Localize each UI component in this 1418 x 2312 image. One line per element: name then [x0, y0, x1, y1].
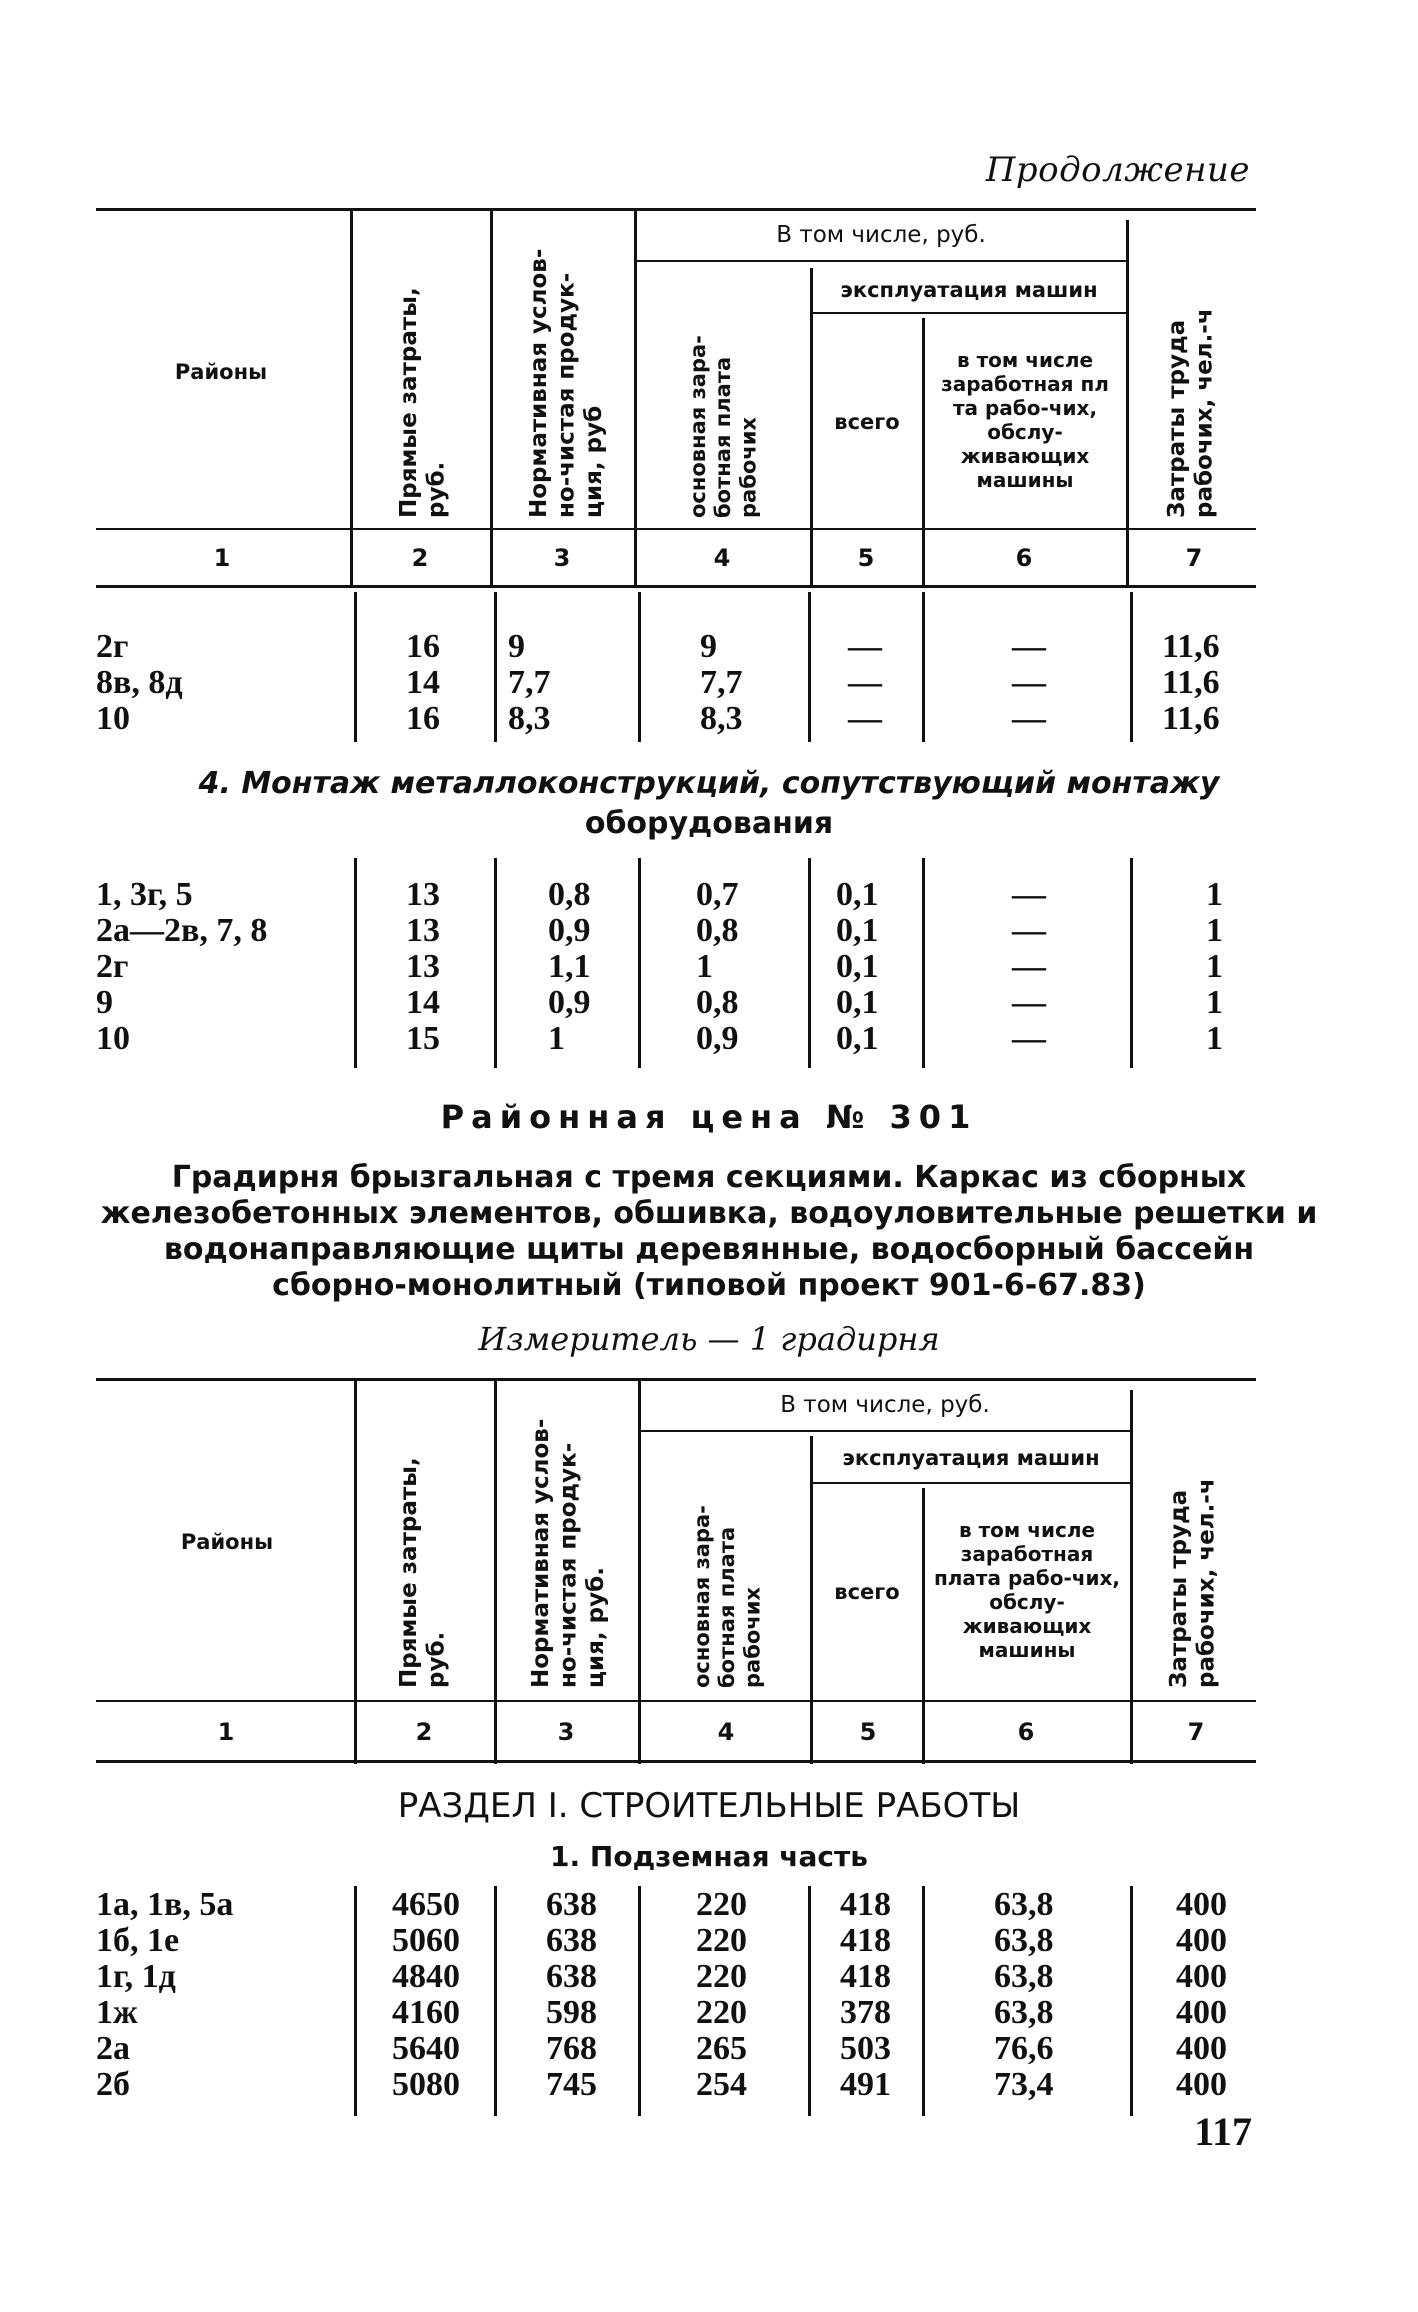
col-num-2: 2	[415, 1718, 433, 1746]
header-total: всего	[834, 410, 900, 434]
section-4-title: 4. Монтаж металлоконструкций, сопутствующий монтажу	[198, 766, 1220, 801]
header-direct-costs: Прямые затраты, руб.	[396, 287, 450, 518]
header-base-salary-2: основная зара-ботная плата рабочих	[690, 1505, 765, 1688]
table-row: 1ж 4160 598 220 378 63,8 400	[96, 1994, 1227, 2031]
col-num-3: 3	[557, 1718, 575, 1746]
col-num-5: 5	[857, 544, 875, 572]
col-num-2: 2	[411, 544, 429, 572]
table-1-body	[96, 592, 1256, 742]
header-base-salary: основная зара-ботная плата рабочих	[686, 335, 761, 518]
table-row: 2б 5080 745 254 491 73,4 400	[96, 2066, 1227, 2103]
header-including-wages-2: в том числе заработная плата рабо-чих, обслу-живающих машины	[933, 1518, 1121, 1662]
table-row: 1б, 1е 5060 638 220 418 63,8 400	[96, 1922, 1227, 1959]
col-num-4: 4	[713, 544, 731, 572]
header-machine-operation: эксплуатация машин	[840, 278, 1098, 302]
table-row: 9 14 0,9 0,8 0,1 — 1	[96, 984, 1223, 1021]
table-row: 1г, 1д 4840 638 220 418 63,8 400	[96, 1958, 1227, 1995]
col-num-6: 6	[1015, 544, 1033, 572]
header-including-2: В том числе, руб.	[780, 1392, 990, 1418]
table-row: 1а, 1в, 5а 4650 638 220 418 63,8 400	[96, 1886, 1227, 1923]
col-num-1: 1	[217, 1718, 235, 1746]
table-row: 2а 5640 768 265 503 76,6 400	[96, 2030, 1227, 2067]
section-4-body	[96, 858, 1256, 1068]
header-regions-2: Районы	[180, 1530, 274, 1554]
col-num-6: 6	[1017, 1718, 1035, 1746]
header-direct-costs-2: Прямые затраты, руб.	[396, 1457, 450, 1688]
page-number: 117	[1194, 2109, 1252, 2154]
price-description-line2: железобетонных элементов, обшивка, водоуловительные решетки и	[100, 1196, 1318, 1231]
header-normative-production: Нормативная услов-но-чистая продук-ция, руб	[526, 248, 608, 518]
header-normative-production-2: Нормативная услов-но-чистая продук-ция, руб.	[528, 1418, 610, 1688]
table-row: 10 16 8,3 8,3 — — 11,6	[96, 700, 1220, 737]
table-header-2	[96, 1378, 1256, 1764]
price-description-line3: водонаправляющие щиты деревянные, водосборный бассейн	[163, 1232, 1255, 1267]
table-row: 2г 16 9 9 — — 11,6	[96, 628, 1220, 665]
col-num-7: 7	[1185, 544, 1203, 572]
price-description-line1: Градирня брызгальная с тремя секциями. Каркас из сборных	[171, 1160, 1247, 1195]
table-row: 2г 13 1,1 1 0,1 — 1	[96, 948, 1223, 985]
table-header-1	[96, 208, 1256, 588]
table-row: 10 15 1 0,9 0,1 — 1	[96, 1020, 1223, 1057]
razdel-subtitle: 1. Подземная часть	[550, 1840, 868, 1873]
razdel-title: РАЗДЕЛ I. СТРОИТЕЛЬНЫЕ РАБОТЫ	[397, 1786, 1021, 1826]
header-labor: Затраты труда рабочих, чел.-ч	[1164, 308, 1218, 518]
header-including: В том числе, руб.	[776, 222, 986, 248]
col-num-7: 7	[1187, 1718, 1205, 1746]
section-4-title-line2: оборудования	[584, 806, 834, 841]
header-total-2: всего	[834, 1580, 900, 1604]
header-labor-2: Затраты труда рабочих, чел.-ч	[1166, 1478, 1220, 1688]
continuation-label: Продолжение	[985, 150, 1250, 190]
price-description-line4: сборно-монолитный (типовой проект 901-6-67.83)	[272, 1268, 1146, 1303]
table-row: 2а—2в, 7, 8 13 0,9 0,8 0,1 — 1	[96, 912, 1223, 949]
header-machine-operation-2: эксплуатация машин	[842, 1446, 1100, 1470]
col-num-5: 5	[859, 1718, 877, 1746]
table-row: 1, 3г, 5 13 0,8 0,7 0,1 — 1	[96, 876, 1223, 913]
table-row: 8в, 8д 14 7,7 7,7 — — 11,6	[96, 664, 1220, 701]
col-num-4: 4	[717, 1718, 735, 1746]
price-title: Районная цена № 301	[440, 1098, 978, 1136]
col-num-3: 3	[553, 544, 571, 572]
measure-label: Измеритель — 1 градирня	[478, 1320, 940, 1358]
razdel-body	[96, 1886, 1256, 2116]
col-num-1: 1	[213, 544, 231, 572]
header-including-wages: в том числе заработная пл та рабо-чих, обслу-живающих машины	[941, 348, 1109, 492]
header-regions: Районы	[174, 360, 268, 384]
